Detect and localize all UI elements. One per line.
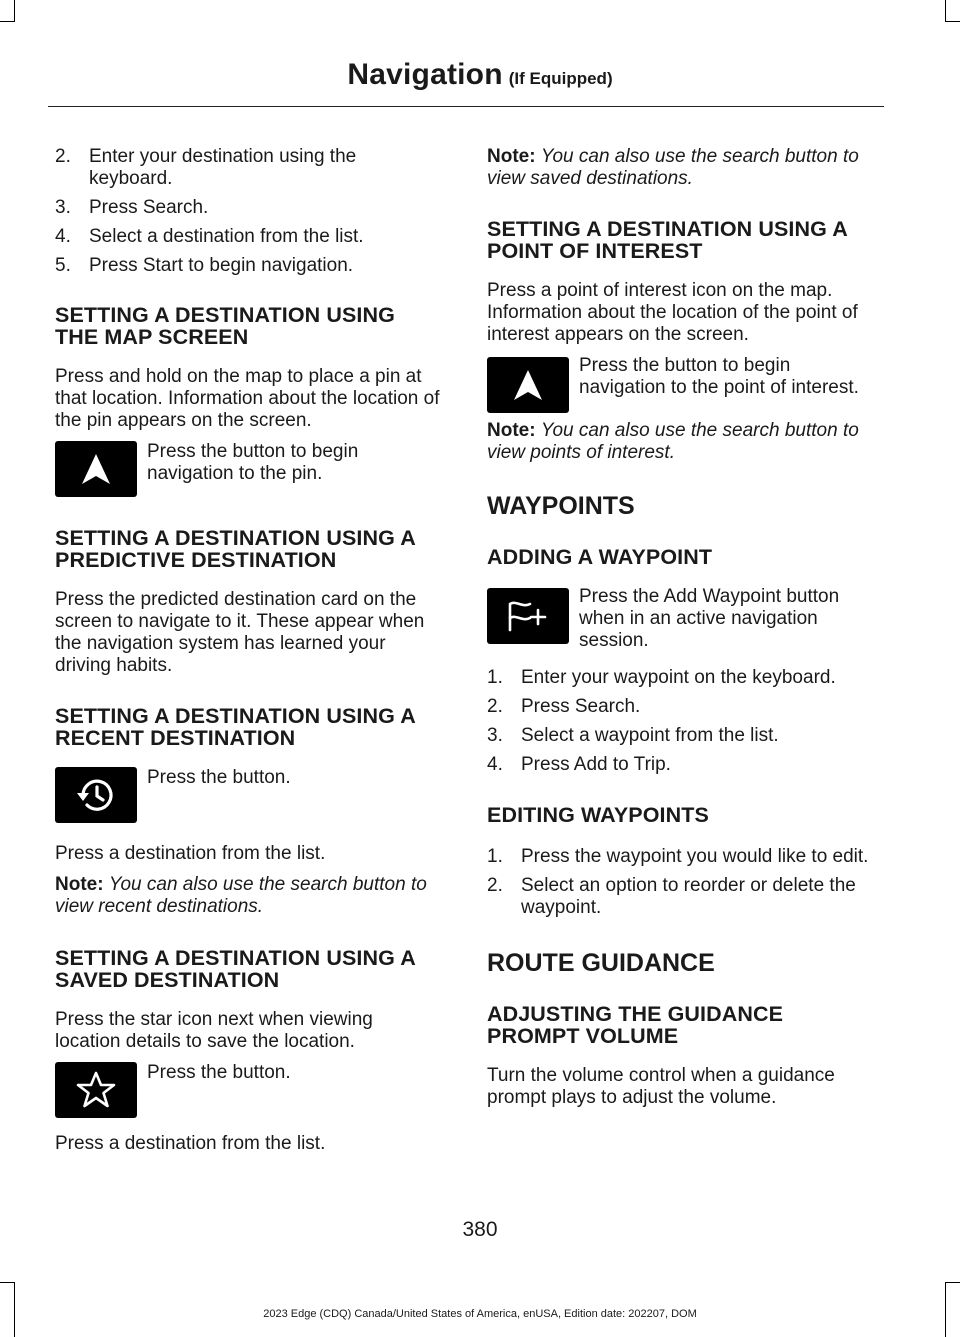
section-heading-waypoints: WAYPOINTS <box>487 492 635 520</box>
section-heading-recent: SETTING A DESTINATION USING A RECENT DESTINATION <box>55 704 416 750</box>
waypoint-icon-row <box>487 586 879 652</box>
poi-body: Press a point of interest icon on the map. Information about the location of the point of interest appears on the screen. <box>487 280 858 345</box>
crop-mark <box>945 0 946 22</box>
page-subtitle: (If Equipped) <box>508 69 613 88</box>
list-item: 1. Enter your waypoint on the keyboard. <box>487 667 836 688</box>
section-heading-route-guidance: ROUTE GUIDANCE <box>487 949 715 977</box>
right-column <box>487 146 879 1109</box>
list-item: 2. Press Search. <box>487 696 641 717</box>
saved-body: Press the star icon next when viewing location details to save the location. <box>55 1009 373 1052</box>
list-item: 3. Press Search. <box>55 197 209 218</box>
list-item: 4. Select a destination from the list. <box>55 226 364 247</box>
crop-mark <box>945 1282 960 1283</box>
page-footer: 2023 Edge (CDQ) Canada/United States of America, enUSA, Edition date: 202207, DOM <box>263 1308 697 1320</box>
section-heading-saved: SETTING A DESTINATION USING A SAVED DESTINATION <box>55 946 416 992</box>
add-waypoint-flag-icon <box>487 588 569 644</box>
saved-note: Note: You can also use the search button to view saved destinations. <box>487 146 859 189</box>
navigation-arrow-icon <box>487 357 569 413</box>
saved-icon-text: Press the button. <box>147 1062 291 1083</box>
predictive-body: Press the predicted destination card on the screen to navigate to it. These appear when the navigation system has learned your driving habits. <box>55 589 425 676</box>
map-icon-text: Press the button to begin navigation to the pin. <box>147 441 359 484</box>
list-item: 4. Press Add to Trip. <box>487 754 671 775</box>
recent-icon-row <box>55 767 443 823</box>
star-icon <box>55 1062 137 1118</box>
history-clock-icon <box>55 767 137 823</box>
volume-body: Turn the volume control when a guidance prompt plays to adjust the volume. <box>487 1065 835 1108</box>
section-heading-adding-waypoint: ADDING A WAYPOINT <box>487 545 713 569</box>
crop-mark <box>14 0 15 22</box>
crop-mark <box>945 21 960 22</box>
map-icon-row <box>55 441 443 497</box>
crop-mark <box>0 1282 15 1283</box>
section-heading-editing: EDITING WAYPOINTS <box>487 803 709 827</box>
poi-icon-row <box>487 355 879 411</box>
page-title: Navigation <box>347 58 503 91</box>
list-item: 3. Select a waypoint from the list. <box>487 725 779 746</box>
page-header <box>0 58 960 92</box>
saved-body-2: Press a destination from the list. <box>55 1133 326 1154</box>
poi-icon-text: Press the button to begin navigation to the point of interest. <box>579 355 859 398</box>
adding-steps <box>487 667 879 776</box>
section-heading-predictive: SETTING A DESTINATION USING A PREDICTIVE DESTINATION <box>55 526 416 572</box>
navigation-arrow-icon <box>55 441 137 497</box>
page-number: 380 <box>462 1218 498 1241</box>
list-item: 1. Press the waypoint you would like to edit. <box>487 846 869 867</box>
destination-steps <box>55 146 443 277</box>
waypoint-icon-text: Press the Add Waypoint button when in an active navigation session. <box>579 586 840 651</box>
map-body: Press and hold on the map to place a pin at that location. Information about the location of the pin appears on the screen. <box>55 366 440 431</box>
header-divider <box>48 106 884 107</box>
editing-steps <box>487 846 879 919</box>
saved-icon-row <box>55 1062 443 1118</box>
left-column <box>55 146 443 1155</box>
poi-note: Note: You can also use the search button to view points of interest. <box>487 420 859 463</box>
list-item: 5. Press Start to begin navigation. <box>55 255 354 276</box>
list-item: 2. Enter your destination using the keyboard. <box>55 146 357 189</box>
crop-mark <box>0 21 15 22</box>
recent-body: Press a destination from the list. <box>55 843 326 864</box>
section-heading-poi: SETTING A DESTINATION USING A POINT OF INTEREST <box>487 217 848 263</box>
recent-note: Note: You can also use the search button to view recent destinations. <box>55 874 427 917</box>
list-item: 2. Select an option to reorder or delete the waypoint. <box>487 875 856 918</box>
recent-icon-text: Press the button. <box>147 767 291 788</box>
section-heading-volume: ADJUSTING THE GUIDANCE PROMPT VOLUME <box>487 1002 784 1048</box>
section-heading-map: SETTING A DESTINATION USING THE MAP SCREEN <box>55 303 395 349</box>
